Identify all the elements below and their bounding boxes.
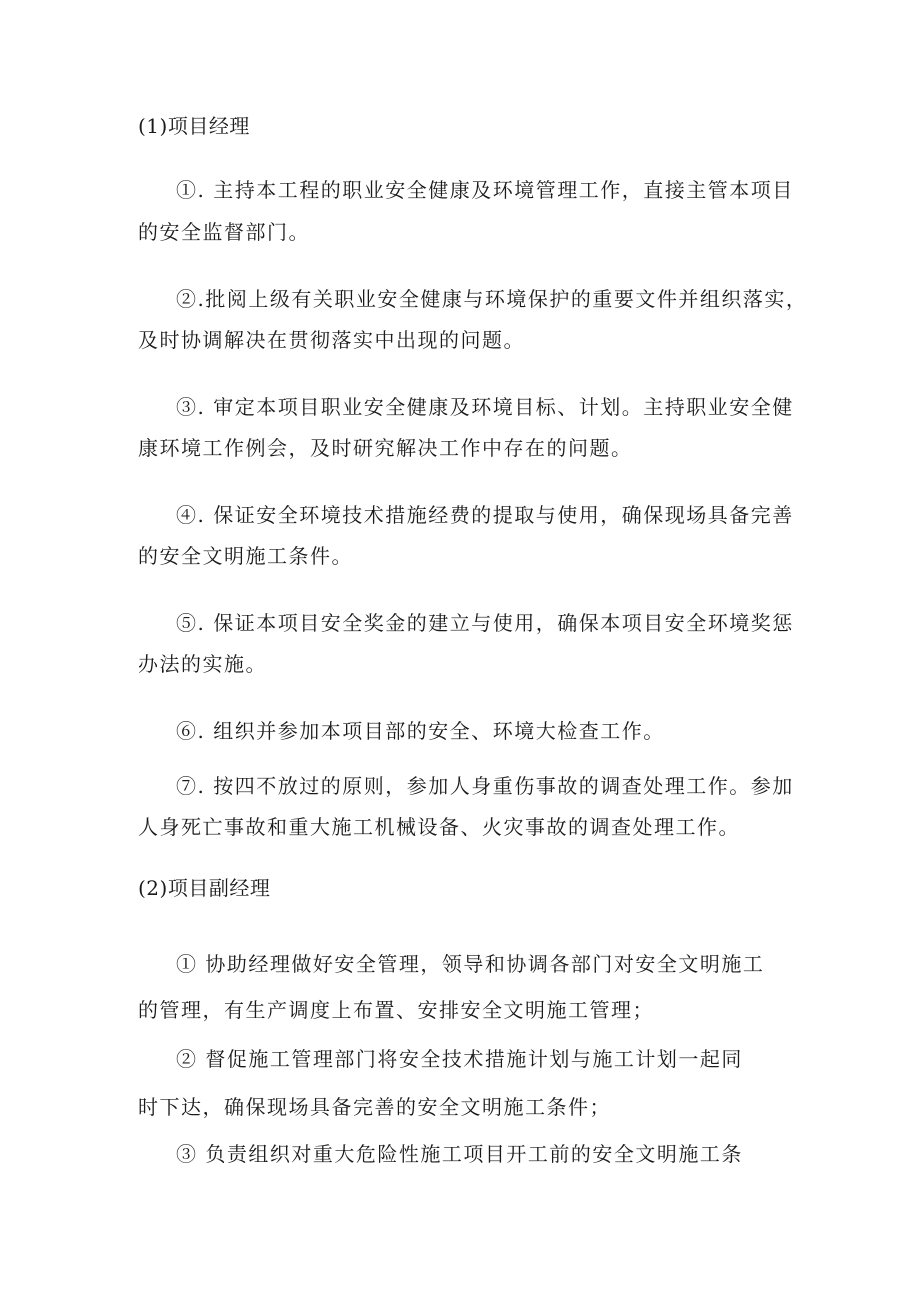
paragraph-line: 的安全文明施工条件。 <box>138 544 353 568</box>
paragraph-line: ③. 审定本项目职业安全健康及环境目标、计划。主持职业安全健 <box>176 395 794 419</box>
section-heading-project-manager: (1)项目经理 <box>138 114 250 138</box>
paragraph-line: 的管理，有生产调度上布置、安排安全文明施工管理； <box>138 998 654 1022</box>
paragraph-line: ⑦. 按四不放过的原则，参加人身重伤事故的调查处理工作。参加 <box>176 774 794 798</box>
paragraph-line: ② 督促施工管理部门将安全技术措施计划与施工计划一起同 <box>176 1047 743 1071</box>
section-heading-deputy-manager: (2)项目副经理 <box>138 876 271 900</box>
paragraph-line: ⑥. 组织并参加本项目部的安全、环境大检查工作。 <box>176 719 665 743</box>
paragraph-line: 人身死亡事故和重大施工机械设备、火灾事故的调查处理工作。 <box>138 815 740 839</box>
paragraph-line: 的安全监督部门。 <box>138 220 310 244</box>
paragraph-line: 康环境工作例会，及时研究解决工作中存在的问题。 <box>138 436 633 460</box>
paragraph-line: 及时协调解决在贯彻落实中出现的问题。 <box>138 328 525 352</box>
paragraph-line: ①. 主持本工程的职业安全健康及环境管理工作，直接主管本项目 <box>176 178 794 202</box>
paragraph-line: ④. 保证安全环境技术措施经费的提取与使用，确保现场具备完善 <box>176 503 794 527</box>
paragraph-line: ⑤. 保证本项目安全奖金的建立与使用，确保本项目安全环境奖惩 <box>176 611 794 635</box>
paragraph-line: ③ 负责组织对重大危险性施工项目开工前的安全文明施工条 <box>176 1142 743 1166</box>
paragraph-line: ②.批阅上级有关职业安全健康与环境保护的重要文件并组织落实， <box>176 287 808 311</box>
paragraph-line: 办法的实施。 <box>138 652 267 676</box>
paragraph-line: 时下达，确保现场具备完善的安全文明施工条件； <box>138 1095 611 1119</box>
paragraph-line: ① 协助经理做好安全管理，领导和协调各部门对安全文明施工 <box>176 952 765 976</box>
